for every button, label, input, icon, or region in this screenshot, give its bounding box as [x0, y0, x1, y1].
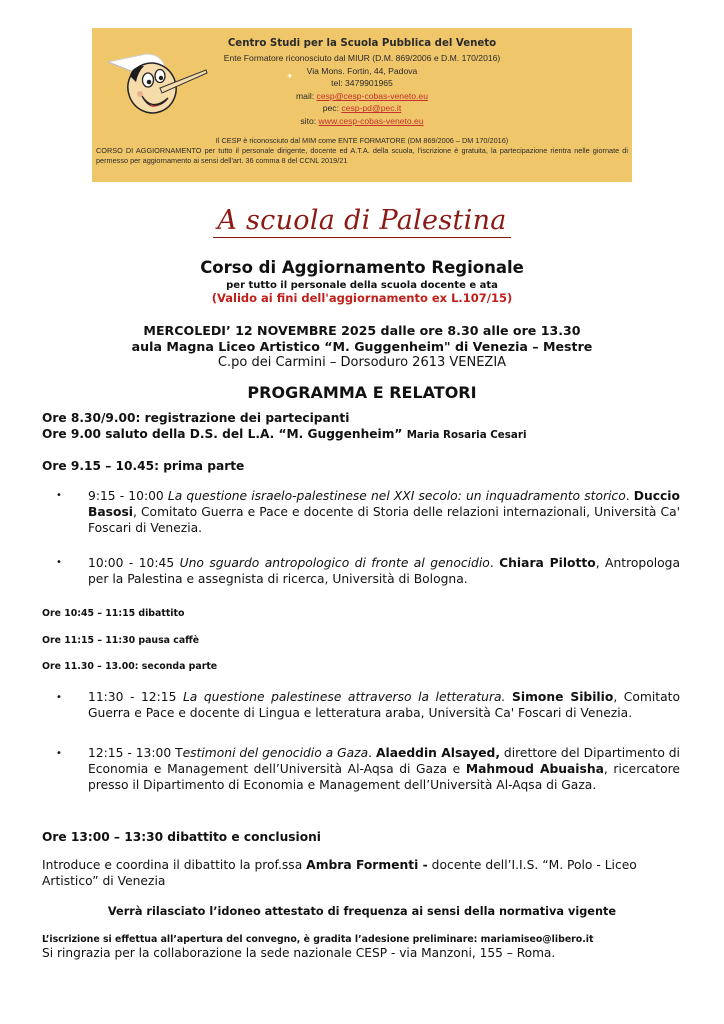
site-label: sito: [300, 115, 317, 126]
mail-line [212, 90, 512, 103]
schedule-part2: Ore 11.30 – 13.00: seconda parte [42, 661, 218, 672]
talk-title: La questione palestinese attraverso la letteratura. [182, 690, 506, 704]
accreditation: Ente Formatore riconosciuto dal MIUR (D.M. 869/2006 e D.M. 170/2016) [223, 53, 501, 63]
talk-item: 12:15 - 13:00 Testimoni del genocidio a Gaza. Alaeddin Alsayed, direttore del Dipartimento di Economia e Management dell’Università Al-Aqsa di Gaza e Mahmoud Abuaisha, ricercatore presso il Dipartimento di Economia e Management dell’Università Al-Aqsa di Gaza. [88, 746, 680, 792]
course-heading: Corso di Aggiornamento Regionale [200, 258, 524, 277]
talk-speaker: Chiara Pilotto [499, 556, 596, 570]
talk-title: estimoni del genocidio a Gaza [182, 746, 369, 760]
tel-label: tel: [331, 78, 343, 89]
pec-label: pec: [322, 103, 339, 114]
moderator-pre: Introduce e coordina il dibattito la prof.ssa [42, 858, 307, 872]
talk-speaker-2: Mahmoud Abuaisha [465, 762, 604, 776]
talk-role-2: , ricercatore presso il Dipartimento di Economia e Management dell’Università Al-Aqsa di Gaza. [88, 762, 680, 792]
talk-speaker: Simone Sibilio [512, 690, 614, 704]
event-date: MERCOLEDI’ 12 NOVEMBRE 2025 dalle ore 8.30 alle ore 13.30 [143, 323, 581, 338]
talk-role: , Comitato Guerra e Pace e docente di Storia delle relazioni internazionali, Università Ca' Foscari di Venezia. [88, 505, 680, 535]
site-line [212, 115, 512, 128]
talk-title: Uno sguardo antropologico di fronte al genocidio [179, 556, 490, 570]
schedule-greeting [42, 427, 526, 441]
schedule-break: Ore 11:15 – 11:30 pausa caffè [42, 635, 200, 646]
bullet-icon: • [56, 748, 62, 759]
mail-link[interactable]: cesp@cesp-cobas-veneto.eu [316, 90, 428, 101]
talk-role: , Comitato Guerra e Pace e docente di Lingua e letteratura araba, Università Ca' Foscari di Venezia. [88, 690, 680, 720]
moderator-intro [42, 857, 682, 889]
certificate-note: Verrà rilasciato l’idoneo attestato di frequenza ai sensi della normativa vigente [107, 905, 617, 918]
pec-link[interactable]: cesp-pd@pec.it [341, 103, 402, 114]
greeting-name: Maria Rosaria Cesari [406, 429, 527, 441]
site-link[interactable]: www.cesp-cobas-veneto.eu [318, 115, 424, 126]
talk-title: La questione israelo-palestinese nel XXI secolo: un inquadramento storico [167, 489, 626, 503]
bullet-icon: • [56, 557, 62, 568]
mim-note: Il CESP è riconosciuto dal MIM come ENTE FORMATORE (DM 869/2006 – DM 170/2016) [215, 136, 509, 145]
page-title [0, 205, 724, 236]
sparkle-icon: ✦ [286, 71, 294, 81]
registration-note: L’iscrizione si effettua all’apertura del convegno, è gradita l’adesione preliminare: mariamiseo@libero.it [42, 934, 594, 945]
tel-number: 3479901965 [345, 78, 393, 89]
title-text: A scuola di Palestina [213, 205, 510, 238]
header-box [92, 28, 632, 182]
talk-speaker: Alaeddin Alsayed, [375, 746, 501, 760]
bullet-icon: • [56, 490, 62, 501]
schedule-debate1: Ore 10:45 – 11:15 dibattito [42, 608, 185, 619]
pec-line [212, 102, 512, 115]
moderator-post: docente dell’I.I.S. “M. Polo - Liceo Artistico” di Venezia [42, 858, 637, 888]
course-validity: (Valido ai fini dell'aggiornamento ex L.107/15) [211, 291, 513, 305]
schedule-part1: Ore 9.15 – 10.45: prima parte [42, 459, 245, 473]
event-address: C.po dei Carmini – Dorsoduro 2613 VENEZIA [217, 355, 507, 370]
address: Via Mons. Fortin, 44, Padova [306, 65, 418, 76]
talk-item: 9:15 - 10:00 La questione israelo-palestinese nel XXI secolo: un inquadramento storico. Duccio Basosi, Comitato Guerra e Pace e docente di Storia delle relazioni internazionali, Università Ca' Foscari di Venezia. [88, 489, 680, 535]
program-heading: PROGRAMMA E RELATORI [247, 383, 477, 402]
thanks-note: Si ringrazia per la collaborazione la sede nazionale CESP - via Manzoni, 155 – Roma. [42, 946, 556, 960]
header-notes [96, 136, 628, 166]
talk-time: 11:30 - 12:15 [88, 690, 177, 704]
header-contacts [212, 36, 512, 128]
talk-item [88, 689, 680, 721]
talk-speaker: Duccio Basosi [88, 489, 680, 519]
course-note: CORSO DI AGGIORNAMENTO per tutto il personale dirigente, docente ed A.T.A. della scuola, l'iscrizione è gratuita, la partecipazione rientra nelle giornate di permesso per aggiornamento ai sensi dell'art. 36 comma 8 del CCNL 2019/21 [96, 146, 628, 165]
talk-role: , Antropologa per la Palestina e assegnista di ricerca, Università di Bologna. [88, 556, 681, 586]
talk-item: 10:00 - 10:45 Uno sguardo antropologico di fronte al genocidio. Chiara Pilotto, Antropologa per la Palestina e assegnista di ricerca, Università di Bologna. [88, 556, 681, 586]
tel-line [212, 77, 512, 90]
course-audience: per tutto il personale della scuola docente e ata [226, 280, 498, 291]
org-name: Centro Studi per la Scuola Pubblica del Veneto [227, 38, 497, 49]
schedule-registration: Ore 8.30/9.00: registrazione dei partecipanti [42, 411, 350, 425]
moderator-name: Ambra Formenti - [306, 858, 428, 872]
talk-title-prefix: T [175, 746, 183, 760]
greeting-text: Ore 9.00 saluto della D.S. del L.A. “M. Guggenheim” [42, 427, 403, 441]
bullet-icon: • [56, 692, 62, 703]
mail-label: mail: [296, 90, 315, 101]
talk-time: 9:15 - 10:00 [88, 489, 164, 503]
pinocchio-logo-icon [102, 36, 210, 124]
event-venue: aula Magna Liceo Artistico “M. Guggenheim" di Venezia – Mestre [131, 339, 593, 354]
talk-time: 12:15 - 13:00 [88, 746, 172, 760]
schedule-conclusion: Ore 13:00 – 13:30 dibattito e conclusioni [42, 830, 321, 844]
talk-role: direttore del Dipartimento di Economia e Management dell’Università Al-Aqsa di Gaza e [88, 746, 680, 776]
talk-time: 10:00 - 10:45 [88, 556, 175, 570]
